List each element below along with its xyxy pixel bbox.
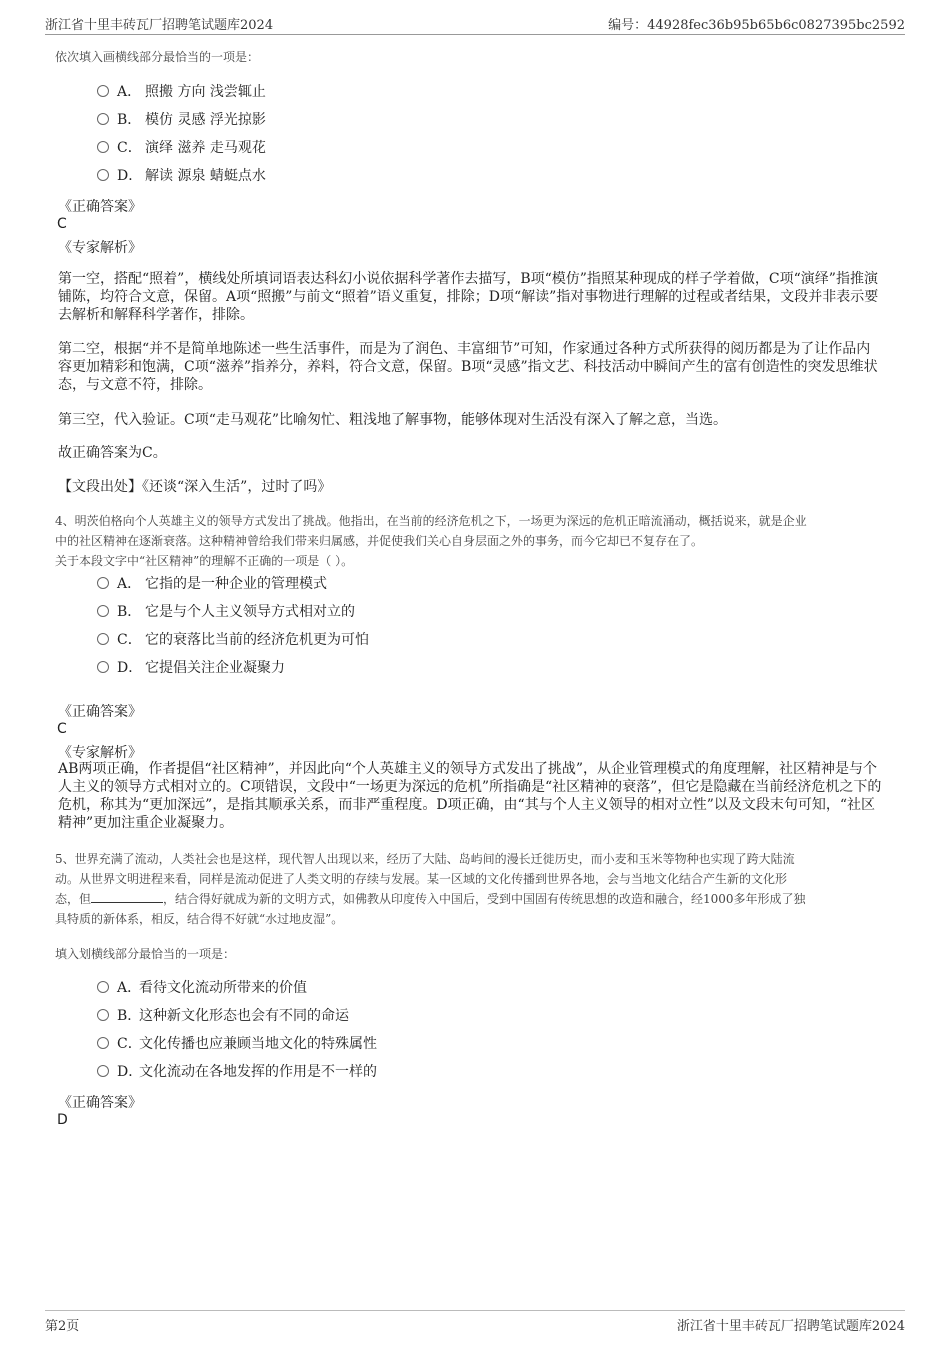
q5-stem-line3 xyxy=(55,890,806,908)
q5-option-b[interactable]: B．这种新文化形态也会有不同的命运 xyxy=(97,1006,349,1026)
q3-prompt: 依次填入画横线部分最恰当的一项是： xyxy=(55,50,260,64)
q4-stem-line2: 中的社区精神在逐渐衰落。这种精神曾给我们带来归属感，并促使我们关心自身层面之外的事务，而今它却已不复存在了。 xyxy=(55,534,704,548)
q3-analysis-p3: 第三空，代入验证。C项“走马观花”比喻匆忙、粗浅地了解事物，能够体现对生活没有深入了解之意，当选。 xyxy=(58,412,728,428)
q3-analysis-label: 《专家解析》 xyxy=(58,240,142,256)
page-footer xyxy=(45,1310,905,1334)
q5-answer: D xyxy=(57,1112,68,1128)
q3-analysis-p4: 故正确答案为C。 xyxy=(58,445,167,461)
fill-blank xyxy=(91,890,163,903)
radio-icon[interactable] xyxy=(97,113,109,125)
q4-option-d[interactable]: D． 它提倡关注企业凝聚力 xyxy=(97,658,285,678)
q5-option-c[interactable]: C．文化传播也应兼顾当地文化的特殊属性 xyxy=(97,1034,377,1054)
radio-icon[interactable] xyxy=(97,1037,109,1049)
radio-icon[interactable] xyxy=(97,633,109,645)
q5-stem-line3a: 态，但 xyxy=(55,892,92,906)
page-header xyxy=(45,12,905,35)
q4-answer: C xyxy=(57,721,67,737)
q3-option-a[interactable]: A． 照搬 方向 浅尝辄止 xyxy=(97,82,266,102)
q4-answer-label: 《正确答案》 xyxy=(58,704,142,720)
q4-option-c[interactable]: C． 它的衰落比当前的经济危机更为可怕 xyxy=(97,630,369,650)
q5-answer-label: 《正确答案》 xyxy=(58,1095,142,1111)
radio-icon[interactable] xyxy=(97,1065,109,1077)
q4-option-b[interactable]: B． 它是与个人主义领导方式相对立的 xyxy=(97,602,355,622)
q3-option-b[interactable]: B． 模仿 灵感 浮光掠影 xyxy=(97,110,266,130)
q5-stem-line4: 具特质的新体系，相反，结合得不好就“水过地皮湿”。 xyxy=(55,912,344,926)
q4-option-a[interactable]: A． 它指的是一种企业的管理模式 xyxy=(97,574,327,594)
radio-icon[interactable] xyxy=(97,141,109,153)
q3-analysis-p1: 第一空，搭配“照着”，横线处所填词语表达科幻小说依据科学著作去描写，B项“模仿”指照某种现成的样子学着做，C项“演绎”指推演铺陈，均符合文意，保留。A项“照搬”与前文“照着”语义重复，排除；D项“解读”指对事物进行理解的过程或者结果，文段并非表示要去解析和解释科学著作，排除。 xyxy=(58,271,879,323)
page-number: 第2页 xyxy=(45,1319,80,1334)
radio-icon[interactable] xyxy=(97,661,109,673)
header-code: 编号：44928fec36b95b65b6c0827395bc2592 xyxy=(608,18,905,33)
radio-icon[interactable] xyxy=(97,85,109,97)
q3-option-d[interactable]: D． 解读 源泉 蜻蜓点水 xyxy=(97,166,266,186)
radio-icon[interactable] xyxy=(97,1009,109,1021)
q5-stem-line2: 动。从世界文明进程来看，同样是流动促进了人类文明的存续与发展。某一区域的文化传播到世界各地，会与当地文化结合产生新的文化形 xyxy=(55,872,788,886)
header-title: 浙江省十里丰砖瓦厂招聘笔试题库2024 xyxy=(45,18,274,33)
q5-stem-line1: 5、世界充满了流动，人类社会也是这样，现代智人出现以来，经历了大陆、岛屿间的漫长迁徙历史，而小麦和玉米等物种也实现了跨大陆流 xyxy=(55,852,795,866)
radio-icon[interactable] xyxy=(97,981,109,993)
radio-icon[interactable] xyxy=(97,169,109,181)
q4-analysis: AB两项正确，作者提倡“社区精神”，并因此向“个人英雄主义的领导方式发出了挑战”，从企业管理模式的角度理解，社区精神是与个人主义的领导方式相对立的。C项错误，文段中“一场更为深远的危机”所指确是“社区精神的衰落”，但它是隐藏在当前经济危机之下的危机，称其为“更加深远”，是指其顺承关系，而非严重程度。D项正确，由“其与个人主义领导的相对立性”以及文段末句可知，“社区精神”更加注重企业凝聚力。 xyxy=(58,761,882,831)
q4-stem-line3: 关于本段文字中“社区精神”的理解不正确的一项是（ ）。 xyxy=(55,554,354,568)
footer-title: 浙江省十里丰砖瓦厂招聘笔试题库2024 xyxy=(676,1319,905,1334)
q3-analysis-p2: 第二空，根据“并不是简单地陈述一些生活事件，而是为了润色、丰富细节”可知，作家通过各种方式所获得的阅历都是为了让作品内容更加精彩和饱满，C项“滋养”指养分，养料，符合文意，保留。B项“灵感”指文艺、科技活动中瞬间产生的富有创造性的突发思维状态，与文意不符，排除。 xyxy=(58,341,878,393)
q4-stem-line1: 4、明茨伯格向个人英雄主义的领导方式发出了挑战。他指出，在当前的经济危机之下，一场更为深远的危机正暗流涌动，概括说来，就是企业 xyxy=(55,514,807,528)
q4-analysis-label: 《专家解析》 xyxy=(58,745,142,761)
q3-option-c[interactable]: C． 演绎 滋养 走马观花 xyxy=(97,138,266,158)
q5-option-d[interactable]: D．文化流动在各地发挥的作用是不一样的 xyxy=(97,1062,377,1082)
q5-stem-line3b: ，结合得好就成为新的文明方式，如佛教从印度传入中国后，受到中国固有传统思想的改造和融合，经1000多年形成了独 xyxy=(163,892,806,906)
radio-icon[interactable] xyxy=(97,605,109,617)
q3-answer-label: 《正确答案》 xyxy=(58,199,142,215)
radio-icon[interactable] xyxy=(97,577,109,589)
q3-answer: C xyxy=(57,216,67,232)
q5-prompt: 填入划横线部分最恰当的一项是： xyxy=(55,947,236,961)
q5-option-a[interactable]: A．看待文化流动所带来的价值 xyxy=(97,978,307,998)
q3-source: 【文段出处】《还谈“深入生活”，过时了吗》 xyxy=(58,479,332,495)
